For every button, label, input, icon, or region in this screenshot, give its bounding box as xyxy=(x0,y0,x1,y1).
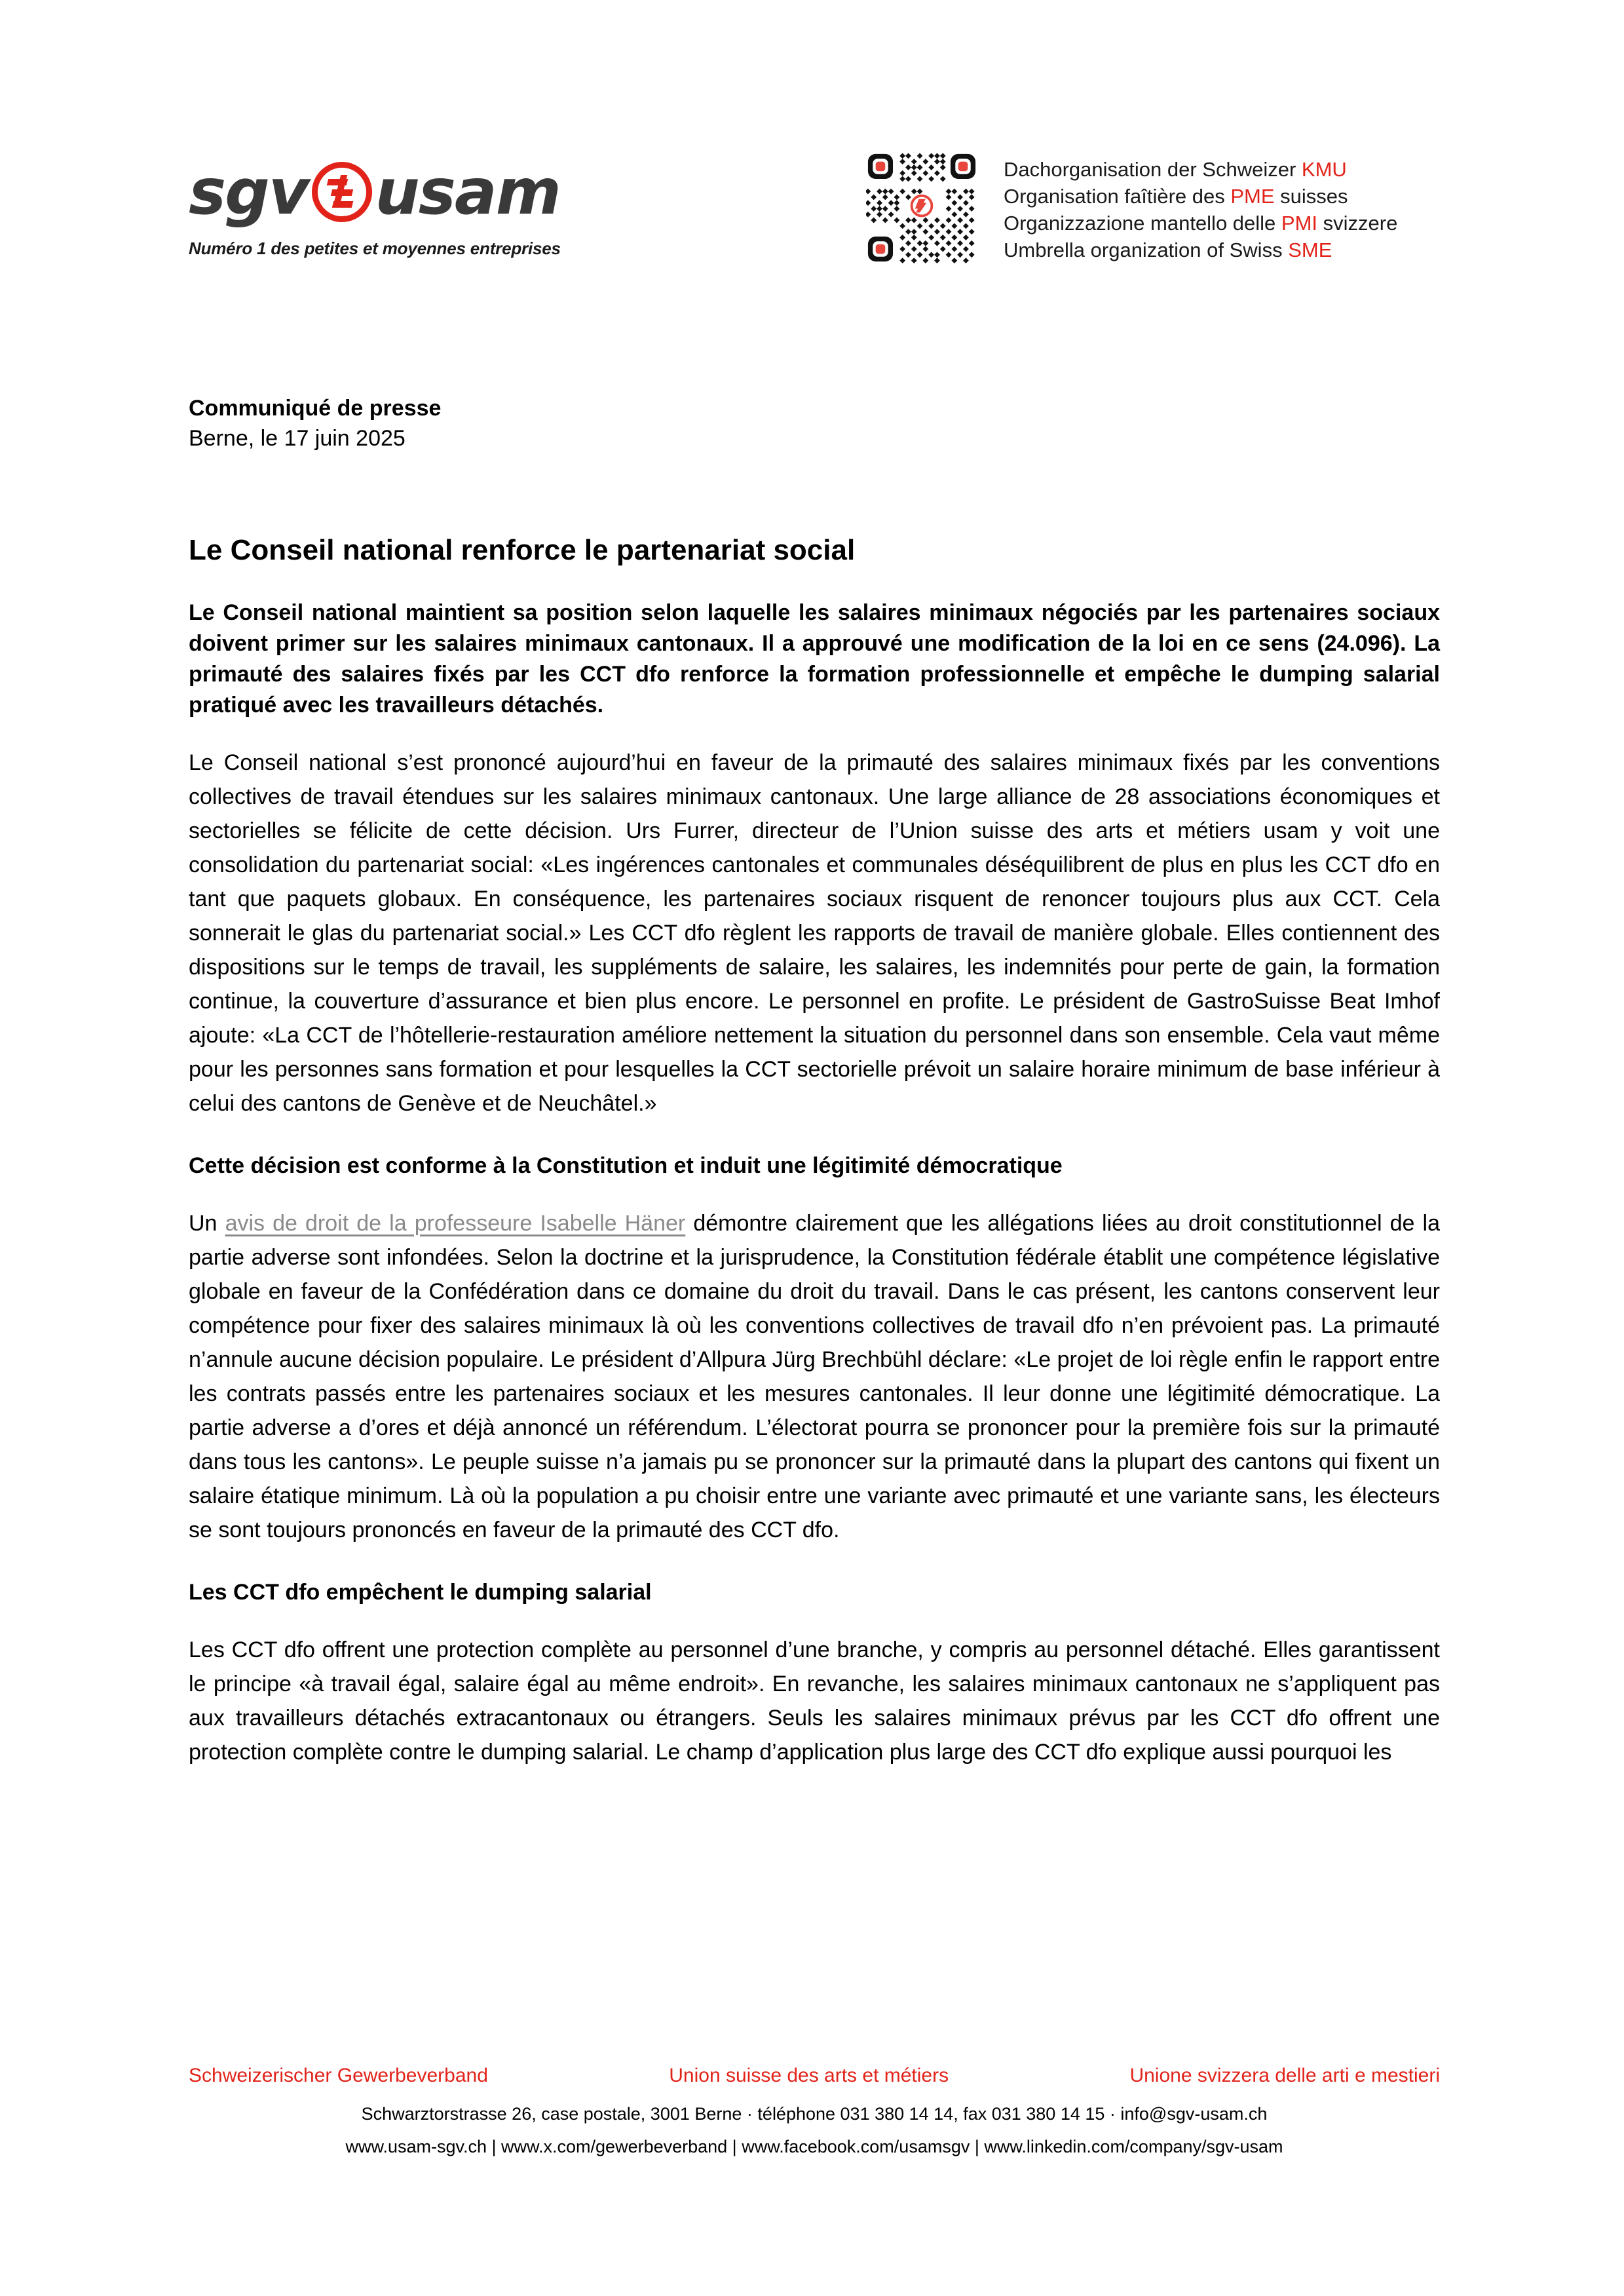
org-line-en-highlight: SME xyxy=(1288,239,1332,261)
swiss-cross-emblem-icon xyxy=(312,162,372,222)
section-heading-wage-dumping: Les CCT dfo empêchent le dumping salarial xyxy=(189,1580,652,1605)
org-line-en-prefix: Umbrella organization of Swiss xyxy=(1004,239,1289,261)
paragraph-2-prefix: Un xyxy=(189,1211,225,1236)
qr-code-icon xyxy=(866,152,977,263)
page-footer xyxy=(189,2063,1440,2160)
document-body xyxy=(189,393,1440,1769)
org-line-de-highlight: KMU xyxy=(1301,158,1347,181)
org-line-en xyxy=(1004,237,1397,263)
organisation-language-lines xyxy=(1004,152,1397,263)
logo-tagline: Numéro 1 des petites et moyennes entreprises xyxy=(189,239,561,258)
lead-paragraph: Le Conseil national maintient sa position selon laquelle les salaires minimaux négociés par les partenaires sociaux doivent primer sur les salaires minimaux cantonaux. Il a approuvé une modification de la loi en ce sens (24.096). La primauté des salaires fixés par les CCT dfo renforce la formation professionnelle et empêche le dumping salarial pratiqué avec les travailleurs détachés. xyxy=(189,600,1440,718)
logo-wordmark-row xyxy=(189,156,595,228)
page-header xyxy=(0,0,1624,308)
org-line-de xyxy=(1004,156,1397,183)
org-line-fr-suffix: suisses xyxy=(1274,185,1348,208)
document-type-label: Communiqué de presse xyxy=(189,396,442,421)
footer-address: Schwarztorstrasse 26, case postale, 3001 Berne · téléphone 031 380 14 14, fax 031 380 14 15 · info@sgv-usam.ch xyxy=(361,2104,1268,2124)
org-line-fr-prefix: Organisation faîtière des xyxy=(1004,185,1231,208)
org-line-it xyxy=(1004,210,1397,237)
paragraph-2 xyxy=(189,1206,1440,1547)
org-line-it-prefix: Organizzazione mantello delle xyxy=(1004,212,1281,235)
footer-org-it: Unione svizzera delle arti e mestieri xyxy=(1129,2065,1440,2086)
legal-opinion-link[interactable]: avis de droit de la professeure Isabelle Häner xyxy=(225,1211,686,1236)
page-title: Le Conseil national renforce le partenariat social xyxy=(189,534,856,566)
paragraph-3: Les CCT dfo offrent une protection complète au personnel d’une branche, y compris au personnel détaché. Elles garantissent le principe «à travail égal, salaire égal au même endroit». En revanche, les salaires minimaux cantonaux ne s’appliquent pas aux travailleurs détachés extracantonaux ou étrangers. Seuls les salaires minimaux prévus par les CCT dfo offrent une protection complète contre le dumping salarial. Le champ d’application plus large des CCT dfo explique aussi pourquoi les xyxy=(189,1637,1440,1765)
org-line-de-prefix: Dachorganisation der Schweizer xyxy=(1004,158,1302,181)
logo-word-usam: usam xyxy=(375,155,560,229)
org-line-fr-highlight: PME xyxy=(1230,185,1275,208)
footer-organisation-names xyxy=(189,2063,1440,2089)
sgv-usam-logo xyxy=(189,156,595,259)
logo-word-sgv: sgv xyxy=(189,155,309,229)
footer-org-fr: Union suisse des arts et métiers xyxy=(669,2065,949,2086)
org-line-it-highlight: PMI xyxy=(1281,212,1318,235)
organisation-identity-block xyxy=(866,152,1397,263)
footer-org-de: Schweizerischer Gewerbeverband xyxy=(189,2065,488,2086)
paragraph-2-rest: démontre clairement que les allégations liées au droit constitutionnel de la partie adverse sont infondées. Selon la doctrine et la jurisprudence, la Constitution fédérale établit une compétence législative globale en faveur de la Confédération dans ce domaine du droit du travail. Dans le cas présent, les cantons conservent leur compétence pour fixer des salaires minimaux là où les conventions collectives de travail dfo n’en prévoient pas. La primauté n’annule aucune décision populaire. Le président d’Allpura Jürg Brechbühl déclare: «Le projet de loi règle enfin le rapport entre les contrats passés entre les partenaires sociaux et les mesures cantonales. Il leur donne une légitimité démocratique. La partie adverse a d’ores et déjà annoncé un référendum. L’électorat pourra se prononcer pour la première fois sur la primauté dans tous les cantons». Le peuple suisse n’a jamais pu se prononcer sur la primauté dans la plupart des cantons qui fixent un salaire étatique minimum. Là où la population a pu choisir entre une variante avec primauté et une variante sans, les électeurs se sont toujours prononcés en faveur de la primauté des CCT dfo. xyxy=(189,1211,1440,1542)
org-line-it-suffix: svizzere xyxy=(1317,212,1398,235)
footer-links[interactable]: www.usam-sgv.ch | www.x.com/gewerbeverband | www.facebook.com/usamsgv | www.linkedin.com/company/sgv-usam xyxy=(345,2137,1283,2156)
paragraph-1: Le Conseil national s’est prononcé aujourd’hui en faveur de la primauté des salaires minimaux fixés par les conventions collectives de travail étendues sur les salaires minimaux cantonaux. Une large alliance de 28 associations économiques et sectorielles se félicite de cette décision. Urs Furrer, directeur de l’Union suisse des arts et métiers usam y voit une consolidation du partenariat social: «Les ingérences cantonales et communales déséquilibrent de plus en plus les CCT dfo en tant que paquets globaux. En conséquence, les partenaires sociaux risquent de renoncer toujours plus aux CCT. Cela sonnerait le glas du partenariat social.» Les CCT dfo règlent les rapports de travail de manière globale. Elles contiennent des dispositions sur le temps de travail, les suppléments de salaire, les salaires, les indemnités pour perte de gain, la formation continue, la couverture d’assurance et bien plus encore. Le personnel en profite. Le président de GastroSuisse Beat Imhof ajoute: «La CCT de l’hôtellerie-restauration améliore nettement la situation du personnel dans son ensemble. Cela vaut même pour les personnes sans formation et pour lesquelles la CCT sectorielle prévoit un salaire horaire minimum de base inférieur à celui des cantons de Genève et de Neuchâtel.» xyxy=(189,750,1440,1116)
org-line-fr xyxy=(1004,183,1397,210)
section-heading-constitution: Cette décision est conforme à la Constitution et induit une légitimité démocratique xyxy=(189,1153,1063,1178)
dateline: Berne, le 17 juin 2025 xyxy=(189,426,406,451)
